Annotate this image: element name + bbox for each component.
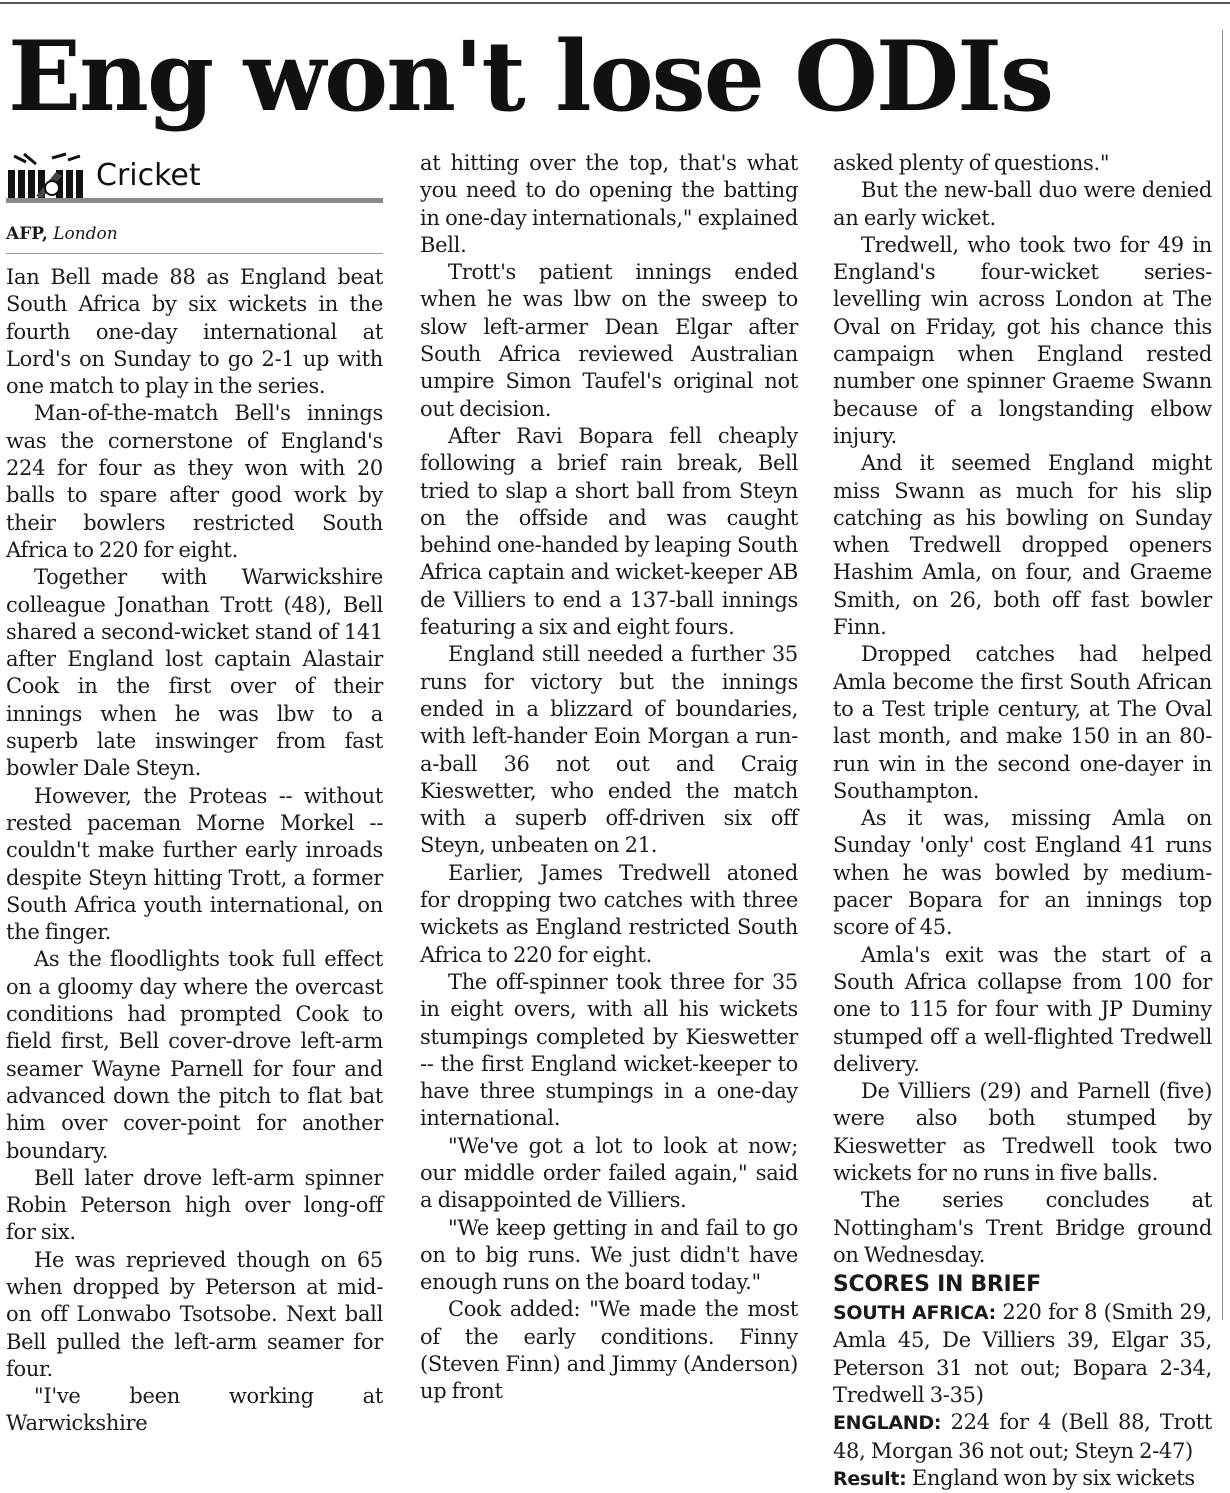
- paragraph: England still needed a further 35 runs for victory but the innings ended in a blizzard of boundaries, with left-hander Eoin Morgan a run-a-ball 36 not out and Craig Kieswetter, who ended the match with a superb off-driven six off Steyn, unbeaten on 21.: [420, 642, 798, 858]
- byline: [6, 223, 383, 245]
- paragraph: As it was, missing Amla on Sunday 'only' cost England 41 runs when he was bowled by medium-pacer Bopara for an innings top score of 45.: [833, 806, 1212, 940]
- paragraph: The series concludes at Nottingham's Trent Bridge ground on Wednesday.: [833, 1188, 1212, 1267]
- paragraph: As the floodlights took full effect on a gloomy day where the overcast conditions had prompted Cook to field first, Bell cover-drove left-arm seamer Wayne Parnell for four and advanced down the pitch to flat bat him over cover-point for another boundary.: [6, 947, 383, 1163]
- byline-rule: [6, 253, 383, 254]
- paragraph: Dropped catches had helped Amla become the first South African to a Test triple century, at The Oval last month, and make 150 in an 80-run win in the second one-dayer in Southampton.: [833, 642, 1212, 803]
- score-text: 220 for 8 (Smith 29, Amla 45, De Villiers 39, Elgar 35, Peterson 31 not out; Bopara 2-34, Tredwell 3-35): [833, 1300, 1213, 1408]
- paragraph: Ian Bell made 88 as England beat South Africa by six wickets in the fourth one-day international at Lord's on Sunday to go 2-1 up with one match to play in the series.: [6, 265, 383, 399]
- column-rule: [1222, 30, 1223, 1320]
- article-column-1: [6, 150, 383, 1438]
- paragraph: Man-of-the-match Bell's innings was the cornerstone of England's 224 for four as they won with 20 balls to spare after good work by their bowlers restricted South Africa to 220 for eight.: [6, 401, 383, 562]
- paragraph: Cook added: "We made the most of the early conditions. Finny (Steven Finn) and Jimmy (Anderson) up front: [420, 1297, 798, 1404]
- paragraph: Earlier, James Tredwell atoned for dropping two catches with three wickets as England restricted South Africa to 220 for eight.: [420, 860, 798, 967]
- section-header: [6, 152, 383, 200]
- paragraph: "We keep getting in and fail to go on to big runs. We just didn't have enough runs on the board today.": [420, 1215, 798, 1295]
- byline-place: London: [53, 224, 118, 244]
- scores-heading: SCORES IN BRIEF: [833, 1272, 1041, 1298]
- paragraph: However, the Proteas -- without rested paceman Morne Morkel -- couldn't make further early inroads despite Steyn hitting Trott, a former South Africa youth international, on the finger.: [6, 783, 383, 945]
- paragraph: But the new-ball duo were denied an early wicket.: [833, 178, 1212, 230]
- score-result: [833, 1465, 1212, 1493]
- paragraph: After Ravi Bopara fell cheaply following a brief rain break, Bell tried to slap a short ball from Steyn on the offside and was caught behind one-handed by leaping South Africa captain and wicket-keeper AB de Villiers to end a 137-ball innings featuring a six and eight fours.: [420, 423, 798, 640]
- score-label: SOUTH AFRICA:: [833, 1302, 996, 1325]
- score-label: ENGLAND:: [833, 1412, 942, 1435]
- top-rule: [0, 2, 1230, 4]
- paragraph: Together with Warwickshire colleague Jonathan Trott (48), Bell shared a second-wicket stand of 141 after England lost captain Alastair Cook in the first over of their innings when he was lbw to a superb late inswinger from fast bowler Dale Steyn.: [6, 565, 383, 781]
- paragraph: asked plenty of questions.": [833, 151, 1110, 175]
- score-england: [833, 1409, 1212, 1465]
- score-text: 224 for 4 (Bell 88, Trott 48, Morgan 36 not out; Steyn 2-47): [833, 1410, 1212, 1463]
- article-column-2: [420, 150, 798, 1406]
- paragraph: De Villiers (29) and Parnell (five) were also both stumped by Kieswetter as Tredwell took two wickets for no runs in five balls.: [833, 1079, 1212, 1185]
- score-south-africa: [833, 1299, 1212, 1409]
- paragraph: Bell later drove left-arm spinner Robin Peterson high over long-off for six.: [6, 1165, 383, 1245]
- paragraph: And it seemed England might miss Swann as much for his slip catching as his bowling on Sunday when Tredwell dropped openers Hashim Amla, on four, and Graeme Smith, on 26, both off fast bowler Finn.: [833, 451, 1212, 640]
- article-column-3: [833, 150, 1212, 1493]
- section-label: Cricket: [96, 158, 201, 193]
- cricket-stumps-bat-icon: [6, 152, 86, 198]
- score-text: England won by six wickets: [906, 1465, 1195, 1490]
- paragraph: Trott's patient innings ended when he was lbw on the sweep to slow left-armer Dean Elgar after South Africa reviewed Australian umpire Simon Taufel's original not out decision.: [420, 260, 798, 421]
- headline: Eng won't lose ODIs: [8, 20, 1053, 133]
- score-label: Result:: [833, 1467, 907, 1490]
- paragraph: "I've been working at Warwickshire: [6, 1384, 383, 1436]
- paragraph: Tredwell, who took two for 49 in England's four-wicket series-levelling win across London at The Oval on Friday, got his chance this campaign when England rested number one spinner Graeme Swann because of a longstanding elbow injury.: [833, 232, 1212, 448]
- paragraph: Amla's exit was the start of a South Africa collapse from 100 for one to 115 for four with JP Duminy stumped off a well-flighted Tredwell delivery.: [833, 942, 1212, 1076]
- paragraph: The off-spinner took three for 35 in eight overs, with all his wickets stumpings completed by Kieswetter -- the first England wicket-keeper to have three stumpings in a one-day international.: [420, 969, 798, 1131]
- paragraph: He was reprieved though on 65 when dropped by Peterson at mid-on off Lonwabo Tsotsobe. Next ball Bell pulled the left-arm seamer for four.: [6, 1247, 383, 1381]
- paragraph: "We've got a lot to look at now; our middle order failed again," said a disappointed de Villiers.: [420, 1133, 798, 1213]
- paragraph: at hitting over the top, that's what you need to do opening the batting in one-day internationals," explained Bell.: [420, 151, 798, 257]
- byline-agency: AFP,: [6, 224, 48, 244]
